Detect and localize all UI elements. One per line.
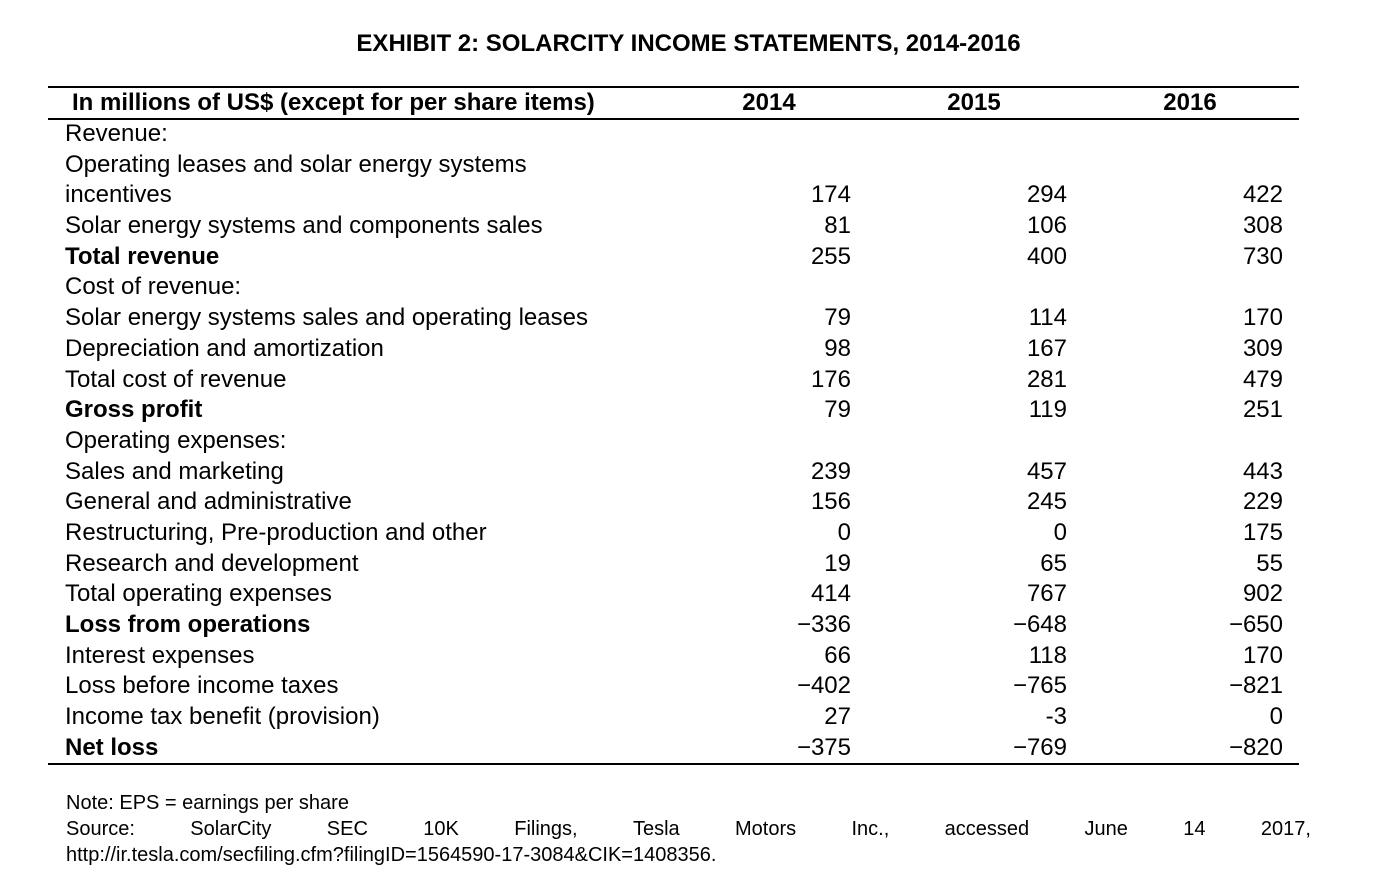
- row-label: Gross profit: [65, 396, 203, 424]
- table-row: [48, 641, 1299, 672]
- table-row: [48, 242, 1299, 273]
- value-2016: 170: [1242, 304, 1283, 332]
- value-2014: 66: [824, 641, 851, 669]
- table-row: [48, 150, 1299, 211]
- table-row: [48, 518, 1299, 549]
- table-row: [48, 395, 1299, 426]
- value-2015: 119: [1028, 396, 1067, 424]
- table-row: [48, 119, 1299, 150]
- table-row: [48, 549, 1299, 580]
- table-row: [48, 211, 1299, 242]
- header-label: In millions of US$ (except for per share items): [72, 89, 595, 116]
- value-2014: 19: [824, 549, 851, 577]
- value-2016: 309: [1242, 334, 1283, 362]
- row-label: Net loss: [65, 733, 159, 761]
- value-2016: 0: [1269, 703, 1283, 731]
- eps-note: Note: EPS = earnings per share: [66, 792, 349, 814]
- value-2016: 175: [1242, 518, 1283, 546]
- value-2015: −648: [1012, 611, 1067, 639]
- row-label: Total operating expenses: [65, 580, 332, 608]
- value-2014: 176: [810, 365, 851, 393]
- source-word: Filings,: [514, 818, 578, 840]
- source-word: Motors: [735, 818, 797, 840]
- row-label: Operating expenses:: [65, 426, 287, 454]
- header-year-2014: 2014: [742, 89, 796, 116]
- source-word: Tesla: [632, 818, 680, 840]
- value-2015: 0: [1053, 518, 1067, 546]
- table-row: [48, 365, 1299, 396]
- value-2016: −820: [1228, 733, 1283, 761]
- value-2015: −769: [1012, 733, 1067, 761]
- value-2014: 79: [824, 396, 851, 424]
- value-2016: 251: [1242, 396, 1283, 424]
- row-label: Income tax benefit (provision): [65, 703, 380, 731]
- row-label: Restructuring, Pre-production and other: [65, 518, 487, 546]
- value-2014: −375: [796, 733, 851, 761]
- value-2015: 457: [1026, 457, 1067, 485]
- header-year-2016: 2016: [1163, 89, 1217, 116]
- value-2016: 443: [1242, 457, 1283, 485]
- source-word: SolarCity: [190, 818, 272, 840]
- table-row: [48, 579, 1299, 610]
- value-2015: 118: [1028, 641, 1067, 669]
- value-2016: 902: [1242, 580, 1283, 608]
- value-2014: −402: [796, 672, 851, 700]
- value-2015: 767: [1026, 580, 1067, 608]
- row-label: Solar energy systems and components sales: [65, 212, 543, 240]
- source-word: 14: [1183, 818, 1206, 840]
- source-line: [66, 816, 1311, 842]
- row-label: Loss from operations: [65, 611, 311, 639]
- row-label: Research and development: [65, 549, 359, 577]
- table-row: [48, 702, 1299, 733]
- value-2016: 55: [1256, 549, 1283, 577]
- table-body: [48, 119, 1299, 763]
- value-2016: 229: [1242, 488, 1283, 516]
- row-label: Cost of revenue:: [65, 273, 242, 301]
- value-2014: 414: [810, 580, 851, 608]
- value-2015: 114: [1028, 304, 1067, 332]
- source-word: 10K: [423, 818, 459, 840]
- row-label: Depreciation and amortization: [65, 334, 384, 362]
- value-2014: 239: [810, 457, 851, 485]
- table-row: [48, 610, 1299, 641]
- value-2015: -3: [1045, 703, 1067, 731]
- value-2016: −821: [1228, 672, 1283, 700]
- value-2014: 79: [824, 304, 851, 332]
- notes: [66, 790, 1311, 868]
- table-row: [48, 272, 1299, 303]
- table-row: [48, 671, 1299, 702]
- value-2015: −765: [1012, 672, 1067, 700]
- row-label: General and administrative: [65, 488, 352, 516]
- value-2014: 174: [810, 181, 851, 209]
- value-2016: −650: [1228, 611, 1283, 639]
- value-2016: 479: [1242, 365, 1283, 393]
- table-row: [48, 733, 1299, 764]
- value-2015: 65: [1040, 549, 1067, 577]
- source-word: Source:: [66, 818, 135, 840]
- source-word: 2017,: [1260, 818, 1311, 840]
- value-2014: 98: [824, 334, 851, 362]
- exhibit-title: EXHIBIT 2: SOLARCITY INCOME STATEMENTS, 2014-2016: [356, 30, 1021, 57]
- row-label: Sales and marketing: [65, 457, 284, 485]
- value-2016: 308: [1242, 212, 1283, 240]
- value-2016: 170: [1242, 641, 1283, 669]
- row-label: Operating leases and solar energy systems incentives: [65, 150, 527, 209]
- row-label: Revenue:: [65, 120, 168, 147]
- table-row: [48, 457, 1299, 488]
- value-2015: 167: [1026, 334, 1067, 362]
- row-label: Interest expenses: [65, 641, 255, 669]
- value-2015: 294: [1026, 181, 1067, 209]
- table-row: [48, 334, 1299, 365]
- value-2015: 400: [1026, 242, 1067, 270]
- value-2014: 156: [810, 488, 851, 516]
- value-2016: 730: [1242, 242, 1283, 270]
- header-year-2015: 2015: [947, 89, 1001, 116]
- table-row: [48, 426, 1299, 457]
- row-label: Total cost of revenue: [65, 365, 287, 393]
- source-word: Inc.,: [851, 818, 890, 840]
- source-word: SEC: [326, 818, 368, 840]
- value-2014: 27: [824, 703, 851, 731]
- table-bottom-rule: [48, 763, 1299, 765]
- value-2014: 255: [810, 242, 851, 270]
- source-word: June: [1084, 818, 1128, 840]
- row-label: Loss before income taxes: [65, 672, 339, 700]
- value-2015: 281: [1026, 365, 1067, 393]
- row-label: Total revenue: [65, 242, 220, 270]
- value-2015: 106: [1026, 212, 1067, 240]
- value-2014: 81: [824, 212, 851, 240]
- row-label: Solar energy systems sales and operating leases: [65, 304, 588, 332]
- source-word: accessed: [944, 818, 1030, 840]
- value-2015: 245: [1026, 488, 1067, 516]
- value-2016: 422: [1242, 181, 1283, 209]
- value-2014: −336: [796, 611, 851, 639]
- source-url: http://ir.tesla.com/secfiling.cfm?filingID=1564590-17-3084&CIK=1408356.: [66, 844, 717, 866]
- table-row: [48, 303, 1299, 334]
- table-row: [48, 487, 1299, 518]
- value-2014: 0: [837, 518, 851, 546]
